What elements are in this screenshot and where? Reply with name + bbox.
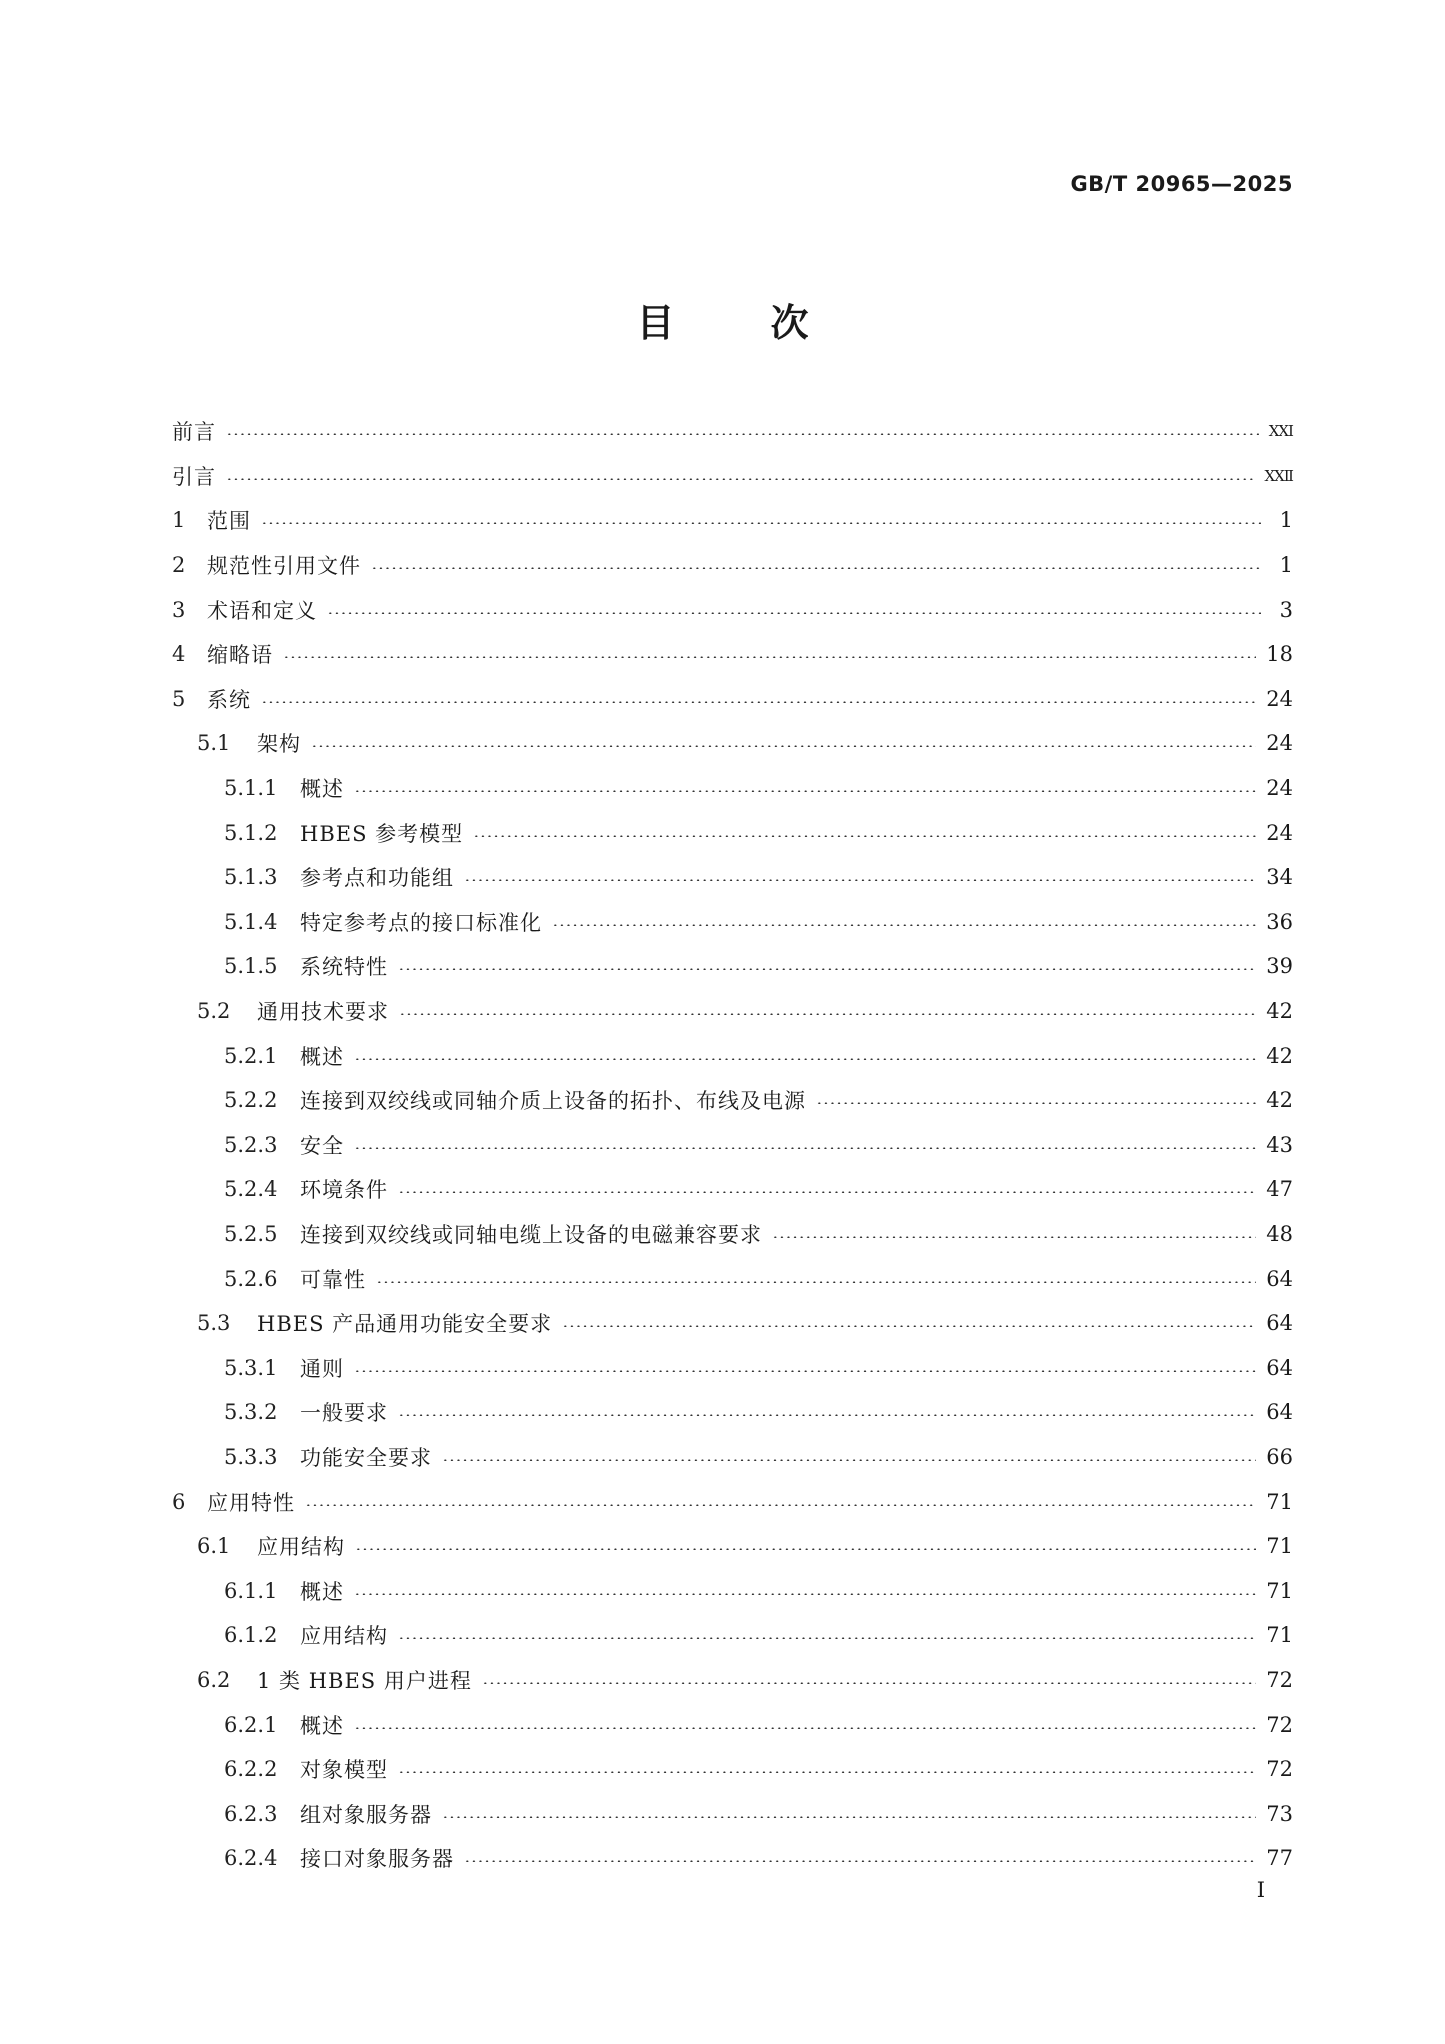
- dot-leader: [772, 1236, 1256, 1238]
- toc-entry[interactable]: [172, 409, 1293, 454]
- toc-entry-number: 3: [172, 597, 186, 622]
- toc-entry-number: 5.3.2: [224, 1400, 278, 1425]
- page-title: [0, 292, 1445, 347]
- toc-entry-label: 前言: [172, 420, 216, 445]
- toc-entry[interactable]: [172, 1524, 1293, 1569]
- toc-entry-page: 39: [1266, 954, 1293, 979]
- toc-entry-number: 6.1: [197, 1534, 231, 1559]
- toc-entry-page: 72: [1266, 1712, 1293, 1737]
- toc-entry[interactable]: [172, 1256, 1293, 1301]
- toc-entry-number: 5: [172, 686, 186, 711]
- toc-entry-label: 引言: [172, 464, 216, 489]
- toc-entry-label: 接口对象服务器: [300, 1847, 454, 1872]
- dot-leader: [482, 1682, 1256, 1684]
- toc-entry-page: 48: [1266, 1221, 1293, 1246]
- toc-entry-page: ⅩⅩⅡ: [1264, 466, 1293, 485]
- title-char-1: 目: [636, 301, 675, 345]
- dot-leader: [398, 1191, 1256, 1193]
- toc-entry-page: 24: [1266, 820, 1293, 845]
- toc-entry-label: 规范性引用文件: [207, 554, 361, 579]
- dot-leader: [398, 1414, 1256, 1416]
- toc-entry-label: 特定参考点的接口标准化: [300, 910, 542, 935]
- dot-leader: [354, 1593, 1256, 1595]
- toc-entry-label: 概述: [300, 1713, 344, 1738]
- toc-entry-page: 34: [1266, 865, 1293, 890]
- toc-entry-page: 72: [1266, 1667, 1293, 1692]
- table-of-contents: [172, 409, 1293, 1881]
- toc-entry-label: 范围: [207, 509, 251, 534]
- toc-entry-label: 连接到双绞线或同轴介质上设备的拓扑、布线及电源: [300, 1089, 806, 1114]
- toc-entry-number: 5.2.1: [224, 1043, 278, 1068]
- toc-entry-number: 5.2.4: [224, 1177, 278, 1202]
- toc-entry-number: 5.2.6: [224, 1266, 278, 1291]
- toc-entry[interactable]: [172, 900, 1293, 945]
- dot-leader: [261, 701, 1256, 703]
- dot-leader: [464, 1860, 1256, 1862]
- toc-entry[interactable]: [172, 1836, 1293, 1881]
- toc-entry-page: 72: [1266, 1757, 1293, 1782]
- toc-entry-number: 6.2.3: [224, 1801, 278, 1826]
- toc-entry[interactable]: [172, 1123, 1293, 1168]
- dot-leader: [283, 656, 1256, 658]
- toc-entry[interactable]: [172, 632, 1293, 677]
- toc-entry-page: ⅩⅩⅠ: [1268, 422, 1293, 441]
- toc-entry-label: 1 类 HBES 用户进程: [257, 1668, 472, 1693]
- toc-entry-label: 缩略语: [207, 643, 273, 668]
- toc-entry-number: 5.2.5: [224, 1221, 278, 1246]
- toc-entry-number: 5.2: [197, 999, 231, 1024]
- toc-entry[interactable]: [172, 1435, 1293, 1480]
- toc-entry-number: 5.3: [197, 1311, 231, 1336]
- toc-entry-number: 6.1.2: [224, 1623, 278, 1648]
- toc-entry[interactable]: [172, 498, 1293, 543]
- toc-entry-label: 通则: [300, 1356, 344, 1381]
- toc-entry[interactable]: [172, 721, 1293, 766]
- dot-leader: [552, 924, 1256, 926]
- dot-leader: [399, 1013, 1256, 1015]
- toc-entry-page: 71: [1266, 1534, 1293, 1559]
- toc-entry-page: 47: [1266, 1177, 1293, 1202]
- toc-entry-number: 6.2.1: [224, 1712, 278, 1737]
- dot-leader: [226, 478, 1254, 480]
- toc-entry-page: 24: [1266, 776, 1293, 801]
- toc-entry[interactable]: [172, 1033, 1293, 1078]
- toc-entry-number: 5.1.4: [224, 909, 278, 934]
- toc-entry-page: 64: [1266, 1311, 1293, 1336]
- toc-entry-label: 一般要求: [300, 1401, 388, 1426]
- toc-entry[interactable]: [172, 1301, 1293, 1346]
- toc-entry-page: 1: [1279, 508, 1293, 533]
- toc-entry-page: 64: [1266, 1355, 1293, 1380]
- toc-entry-page: 71: [1266, 1578, 1293, 1603]
- toc-entry-number: 6.2: [197, 1667, 231, 1692]
- dot-leader: [371, 567, 1261, 569]
- dot-leader: [354, 1370, 1256, 1372]
- toc-entry-number: 5.2.2: [224, 1088, 278, 1113]
- toc-entry-page: 42: [1266, 1043, 1293, 1068]
- dot-leader: [226, 433, 1259, 435]
- toc-entry-number: 4: [172, 642, 186, 667]
- toc-entry[interactable]: [172, 587, 1293, 632]
- toc-entry-number: 5.1.2: [224, 820, 278, 845]
- toc-entry[interactable]: [172, 766, 1293, 811]
- toc-entry-label: 系统: [207, 687, 251, 712]
- toc-entry-page: 64: [1266, 1400, 1293, 1425]
- toc-entry-label: 概述: [300, 1579, 344, 1604]
- toc-entry-page: 71: [1266, 1623, 1293, 1648]
- toc-entry-label: 连接到双绞线或同轴电缆上设备的电磁兼容要求: [300, 1222, 762, 1247]
- toc-entry[interactable]: [172, 1658, 1293, 1703]
- dot-leader: [327, 612, 1261, 614]
- toc-entry[interactable]: [172, 1702, 1293, 1747]
- dot-leader: [354, 1058, 1256, 1060]
- toc-entry-page: 42: [1266, 999, 1293, 1024]
- toc-entry-label: HBES 参考模型: [300, 821, 464, 846]
- dot-leader: [398, 968, 1256, 970]
- dot-leader: [305, 1504, 1256, 1506]
- toc-entry-page: 24: [1266, 686, 1293, 711]
- dot-leader: [261, 522, 1261, 524]
- dot-leader: [311, 745, 1256, 747]
- toc-entry-number: 6.1.1: [224, 1578, 278, 1603]
- dot-leader: [464, 879, 1256, 881]
- toc-entry-page: 18: [1266, 642, 1293, 667]
- dot-leader: [398, 1637, 1256, 1639]
- dot-leader: [398, 1771, 1256, 1773]
- toc-entry-number: 5.1: [197, 731, 231, 756]
- toc-entry-label: 系统特性: [300, 955, 388, 980]
- toc-entry-page: 36: [1266, 909, 1293, 934]
- toc-entry-page: 42: [1266, 1088, 1293, 1113]
- toc-entry-label: 应用结构: [257, 1535, 345, 1560]
- toc-entry-number: 5.1.1: [224, 776, 278, 801]
- toc-entry-label: HBES 产品通用功能安全要求: [257, 1312, 553, 1337]
- toc-entry-page: 3: [1279, 597, 1293, 622]
- toc-entry[interactable]: [172, 944, 1293, 989]
- toc-entry-page: 64: [1266, 1266, 1293, 1291]
- toc-entry-page: 24: [1266, 731, 1293, 756]
- standard-code: GB/T 20965—2025: [1070, 172, 1293, 196]
- dot-leader: [354, 790, 1256, 792]
- toc-entry-number: 5.1.5: [224, 954, 278, 979]
- toc-entry-label: 架构: [257, 732, 301, 757]
- toc-entry[interactable]: [172, 989, 1293, 1034]
- toc-entry-number: 5.3.1: [224, 1355, 278, 1380]
- toc-entry-number: 6: [172, 1489, 186, 1514]
- dot-leader: [562, 1325, 1256, 1327]
- toc-entry-label: 术语和定义: [207, 598, 317, 623]
- toc-entry[interactable]: [172, 1345, 1293, 1390]
- toc-entry[interactable]: [172, 810, 1293, 855]
- dot-leader: [354, 1147, 1256, 1149]
- toc-entry-label: 安全: [300, 1133, 344, 1158]
- toc-entry-page: 77: [1266, 1846, 1293, 1871]
- dot-leader: [816, 1102, 1256, 1104]
- dot-leader: [442, 1816, 1256, 1818]
- toc-entry[interactable]: [172, 1791, 1293, 1836]
- dot-leader: [442, 1459, 1256, 1461]
- dot-leader: [355, 1548, 1256, 1550]
- page-number: I: [1256, 1878, 1265, 1902]
- toc-entry-number: 5.1.3: [224, 865, 278, 890]
- toc-entry[interactable]: [172, 855, 1293, 900]
- toc-entry-label: 可靠性: [300, 1267, 366, 1292]
- toc-entry-label: 功能安全要求: [300, 1445, 432, 1470]
- toc-entry-number: 5.3.3: [224, 1444, 278, 1469]
- toc-entry[interactable]: [172, 454, 1293, 499]
- toc-entry[interactable]: [172, 677, 1293, 722]
- toc-entry[interactable]: [172, 1613, 1293, 1658]
- toc-entry-number: 1: [172, 508, 186, 533]
- toc-entry-label: 组对象服务器: [300, 1802, 432, 1827]
- toc-entry-page: 43: [1266, 1132, 1293, 1157]
- toc-entry[interactable]: [172, 1568, 1293, 1613]
- toc-entry-number: 2: [172, 553, 186, 578]
- toc-entry-label: 应用结构: [300, 1624, 388, 1649]
- toc-entry-page: 66: [1266, 1444, 1293, 1469]
- toc-entry-page: 1: [1279, 553, 1293, 578]
- toc-entry[interactable]: [172, 1390, 1293, 1435]
- toc-entry-label: 应用特性: [207, 1490, 295, 1515]
- toc-entry-number: 5.2.3: [224, 1132, 278, 1157]
- toc-entry-label: 通用技术要求: [257, 1000, 389, 1025]
- dot-leader: [376, 1281, 1256, 1283]
- toc-entry[interactable]: [172, 543, 1293, 588]
- toc-entry-label: 概述: [300, 1044, 344, 1069]
- dot-leader: [354, 1727, 1256, 1729]
- toc-entry-page: 71: [1266, 1489, 1293, 1514]
- toc-entry[interactable]: [172, 1212, 1293, 1257]
- toc-entry-label: 参考点和功能组: [300, 866, 454, 891]
- dot-leader: [473, 835, 1256, 837]
- title-char-2: 次: [770, 301, 809, 345]
- toc-entry-label: 概述: [300, 777, 344, 802]
- toc-entry-label: 对象模型: [300, 1758, 388, 1783]
- toc-entry-number: 6.2.2: [224, 1757, 278, 1782]
- toc-entry-label: 环境条件: [300, 1178, 388, 1203]
- toc-entry[interactable]: [172, 1078, 1293, 1123]
- toc-entry-number: 6.2.4: [224, 1846, 278, 1871]
- toc-entry-page: 73: [1266, 1801, 1293, 1826]
- toc-entry[interactable]: [172, 1479, 1293, 1524]
- toc-entry[interactable]: [172, 1747, 1293, 1792]
- toc-entry[interactable]: [172, 1167, 1293, 1212]
